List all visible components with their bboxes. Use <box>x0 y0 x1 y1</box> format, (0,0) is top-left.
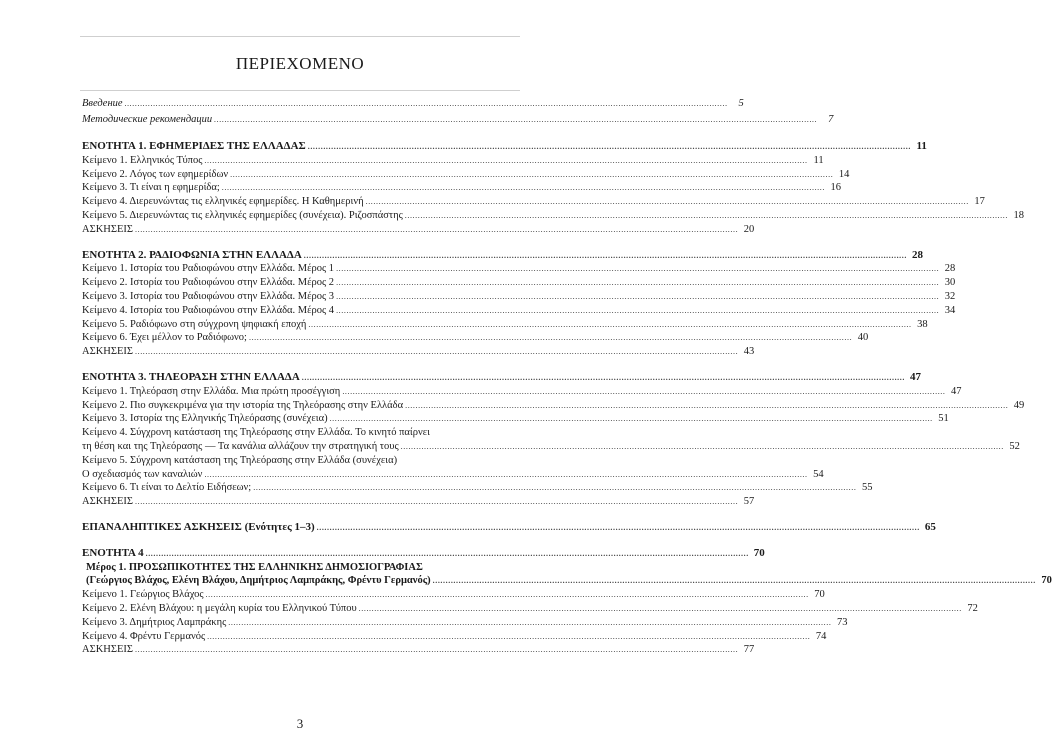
toc-entry-title: Κείμενο 3. Τι είναι η εφημερίδα; <box>82 182 220 194</box>
toc-entry-title: Μέρος 1. ΠΡΟΣΩΠΙΚΟΤΗΤΕΣ ΤΗΣ ΕΛΛΗΝΙΚΗΣ ΔΗΜΟΣΙΟΓΡΑΦΙΑΣ <box>86 561 423 573</box>
toc-page-number: 49 <box>1013 399 1025 411</box>
toc-page-number: 47 <box>951 385 962 397</box>
toc-page-number: 73 <box>836 616 848 628</box>
dot-leader <box>342 385 945 399</box>
toc-entry-title: Κείμενο 1. Ελληνικός Τύπος <box>82 154 203 166</box>
toc-entry <box>82 385 962 399</box>
dot-leader <box>336 276 939 290</box>
dot-leader <box>204 154 807 168</box>
toc-page-number: 57 <box>743 496 755 508</box>
toc-page-number: 72 <box>967 602 978 614</box>
toc-entry-title: Κείμενο 4. Φρέντυ Γερμανός <box>82 630 206 642</box>
dot-leader <box>304 249 907 263</box>
toc-entry <box>82 426 507 440</box>
toc-entry-title: ΕΝΟΤΗΤΑ 3. ΤΗΛΕΟΡΑΣΗ ΣΤΗΝ ΕΛΛΑΔΑ <box>82 370 300 383</box>
toc-part-heading <box>82 574 1052 588</box>
toc-entry <box>82 495 755 509</box>
title-rule <box>80 90 520 91</box>
dot-leader <box>230 168 833 182</box>
dot-leader <box>135 495 738 509</box>
toc-entry <box>82 616 848 630</box>
toc-page-number: 5 <box>738 98 744 109</box>
toc-unit-heading <box>82 248 923 263</box>
page-title: ΠΕΡΙΕΧΟΜΕΝΟ <box>235 54 365 73</box>
dot-leader <box>330 412 933 426</box>
toc-page-number: 14 <box>838 168 850 180</box>
toc-entry-title: Κείμενο 1. Τηλεόραση στην Ελλάδα. Μια πρώτη προσέγγιση <box>82 385 341 397</box>
toc-entry-title: Κείμενο 4. Σύγχρονη κατάσταση της Τηλεόρασης στην Ελλάδα. Το κινητό παίρνει <box>82 427 430 439</box>
toc-entry <box>82 440 1020 454</box>
dot-leader <box>207 630 810 644</box>
toc-page-number: 52 <box>1009 440 1020 452</box>
dot-leader <box>308 140 911 154</box>
toc-entry <box>82 630 827 644</box>
toc-page-number: 28 <box>944 263 956 275</box>
toc-entry-title: Κείμενο 1. Γεώργιος Βλάχος <box>82 589 204 601</box>
toc-intro-entry <box>82 112 834 128</box>
toc-entry-title: ΕΝΟΤΗΤΑ 1. ΕΦΗΜΕΡΙΔΕΣ ΤΗΣ ΕΛΛΑΔΑΣ <box>82 140 306 152</box>
toc-page-number: 20 <box>743 223 755 235</box>
dot-leader <box>125 96 728 112</box>
toc-entry <box>82 195 985 209</box>
toc-entry <box>82 154 824 168</box>
dot-leader <box>366 195 969 209</box>
section-gap <box>82 237 507 249</box>
toc-entry <box>82 468 824 482</box>
toc-entry-title: Ο σχεδιασμός των καναλιών <box>82 468 203 480</box>
toc-page-number: 38 <box>917 318 928 330</box>
dot-leader <box>135 643 738 657</box>
toc-page-number: 43 <box>743 346 755 358</box>
toc-entry <box>82 276 956 290</box>
section-gap <box>82 509 507 521</box>
toc-entry-title: Κείμενο 6. Τι είναι το Δελτίο Ειδήσεων; <box>82 482 252 494</box>
dot-leader <box>336 262 939 276</box>
toc-entry-title: ΕΠΑΝΑΛΗΠΤΙΚΕΣ ΑΣΚΗΣΕΙΣ (Ενότητες 1–3) <box>82 520 315 533</box>
toc-entry-title: ΑΣΚΗΣΕΙΣ <box>82 346 133 358</box>
toc-page-number: 47 <box>909 370 921 383</box>
toc-entry-title: τη θέση και της Τηλεόρασης — Τα κανάλια αλλάζουν την στρατηγική τους <box>82 440 399 452</box>
toc-entry-title: Κείμενο 4. Διερευνώντας τις ελληνικές εφημερίδες. Η Καθημερινή <box>82 196 364 208</box>
toc-entry <box>82 345 755 359</box>
toc-entry <box>82 304 956 318</box>
toc-entry-title: ΑΣΚΗΣΕΙΣ <box>82 496 133 508</box>
dot-leader <box>146 547 749 561</box>
toc-page-number: 74 <box>815 630 827 642</box>
toc-entry-title: Κείμενο 5. Διερευνώντας τις ελληνικές εφημερίδες (συνέχεια). Ριζοσπάστης <box>82 209 403 221</box>
toc-entry-title: Κείμενο 2. Πιο συγκεκριμένα για την ιστορία της Τηλεόρασης στην Ελλάδα <box>82 399 404 411</box>
toc-page-number: 30 <box>944 277 956 289</box>
toc-entry-title: Κείμενο 2. Λόγος των εφημερίδων <box>82 168 229 180</box>
toc-page-number: 16 <box>830 182 841 194</box>
toc-entry-title: Κείμενο 4. Ιστορία του Ραδιοφώνου στην Ελλάδα. Μέρος 4 <box>82 304 335 316</box>
toc-entry-title: Κείμενο 1. Ιστορία του Ραδιοφώνου στην Ελλάδα. Μέρος 1 <box>82 263 335 275</box>
toc-page-number: 54 <box>813 468 824 480</box>
section-gap <box>82 535 507 547</box>
toc-entry-title: ΑΣΚΗΣΕΙΣ <box>82 644 133 656</box>
toc-page-number: 18 <box>1013 209 1024 221</box>
toc-entry <box>82 399 1025 413</box>
toc-page-number: 28 <box>911 248 923 261</box>
toc-page-number: 65 <box>924 520 936 533</box>
dot-leader <box>214 112 817 128</box>
dot-leader <box>401 440 1004 454</box>
toc-page-number: 70 <box>814 589 825 601</box>
toc-entry <box>82 168 850 182</box>
toc-page-number: 11 <box>916 140 927 152</box>
toc-entry-title: Введение <box>82 98 123 109</box>
dot-leader <box>359 602 962 616</box>
toc-entry <box>82 181 841 195</box>
dot-leader <box>405 209 1008 223</box>
toc-unit-heading <box>82 140 927 154</box>
toc-page-number: 32 <box>944 290 956 302</box>
page-number: 3 <box>296 716 304 731</box>
toc-entry <box>82 602 978 616</box>
toc-entry-title: Κείμενο 3. Δημήτριος Λαμπράκης <box>82 616 227 628</box>
toc-entry-title: (Γεώργιος Βλάχος, Ελένη Βλάχου, Δημήτριος Λαμπράκης, Φρέντυ Γερμανός) <box>86 575 431 587</box>
toc-unit-heading <box>82 370 921 385</box>
dot-leader <box>206 588 809 602</box>
dot-leader <box>135 345 738 359</box>
dot-leader <box>249 331 852 345</box>
toc-entry <box>82 223 755 237</box>
toc-entry-title: Κείμενο 3. Ιστορία του Ραδιοφώνου στην Ελλάδα. Μέρος 3 <box>82 290 335 302</box>
toc-unit-heading <box>82 546 765 561</box>
dot-leader <box>204 468 807 482</box>
toc-entry-title: Κείμενο 5. Σύγχρονη κατάσταση της Τηλεόρασης στην Ελλάδα (συνέχεια) <box>82 454 398 466</box>
toc-entry <box>82 588 825 602</box>
toc-entry <box>82 262 956 276</box>
toc-page-number: 40 <box>857 332 869 344</box>
toc-page-number: 51 <box>938 413 949 425</box>
section-gap <box>82 359 507 371</box>
dot-leader <box>222 181 825 195</box>
toc-entry-title: ΑΣΚΗΣΕΙΣ <box>82 223 133 235</box>
toc-page-number: 55 <box>861 482 873 494</box>
toc-entry <box>82 454 507 468</box>
toc-page-number: 77 <box>743 644 755 656</box>
toc-entry-title: Κείμενο 2. Ελένη Βλάχου: η μεγάλη κυρία του Ελληνικού Τύπου <box>82 602 357 614</box>
section-gap <box>82 128 507 140</box>
dot-leader <box>336 290 939 304</box>
dot-leader <box>253 481 856 495</box>
dot-leader <box>433 574 1036 588</box>
dot-leader <box>336 304 939 318</box>
toc-entry <box>82 481 873 495</box>
toc-entry-title: Κείμενο 2. Ιστορία του Ραδιοφώνου στην Ελλάδα. Μέρος 2 <box>82 277 335 289</box>
toc-entry <box>82 643 755 657</box>
top-rule <box>80 36 520 37</box>
toc-intro-entry <box>82 96 744 112</box>
toc-entry-title: ΕΝΟΤΗΤΑ 2. ΡΑΔΙΟΦΩΝΙΑ ΣΤΗΝ ΕΛΛΑΔΑ <box>82 248 302 261</box>
dot-leader <box>302 371 905 385</box>
toc-unit-heading <box>82 520 936 535</box>
toc-entry <box>82 290 956 304</box>
toc-entry <box>82 209 1024 223</box>
toc-entry-title: Κείμενο 5. Ραδιόφωνο στη σύγχρονη ψηφιακή εποχή <box>82 318 307 330</box>
dot-leader <box>228 616 831 630</box>
toc-entry <box>82 318 928 332</box>
toc-page-number: 34 <box>944 304 956 316</box>
dot-leader <box>317 521 920 535</box>
toc-entry-title: ΕΝΟΤΗΤΑ 4 <box>82 546 144 559</box>
dot-leader <box>308 318 911 332</box>
toc-page-number: 17 <box>974 196 985 208</box>
toc-part-heading <box>82 561 507 575</box>
toc-entry <box>82 412 949 426</box>
toc-entry-title: Κείμενο 3. Ιστορία της Ελληνικής Τηλεόρασης (συνέχεια) <box>82 413 328 425</box>
dot-leader <box>405 399 1008 413</box>
toc-entry <box>82 331 869 345</box>
toc-entry-title: Κείμενο 6. Έχει μέλλον το Ραδιόφωνο; <box>82 332 247 344</box>
toc-page-number: 70 <box>1041 575 1052 587</box>
toc-entry-title: Методические рекомендации <box>82 114 213 125</box>
toc-page-number: 70 <box>753 546 765 559</box>
toc-page-number: 7 <box>828 114 834 125</box>
toc-page-number: 11 <box>813 154 824 166</box>
dot-leader <box>135 223 738 237</box>
table-of-contents <box>82 96 1052 657</box>
